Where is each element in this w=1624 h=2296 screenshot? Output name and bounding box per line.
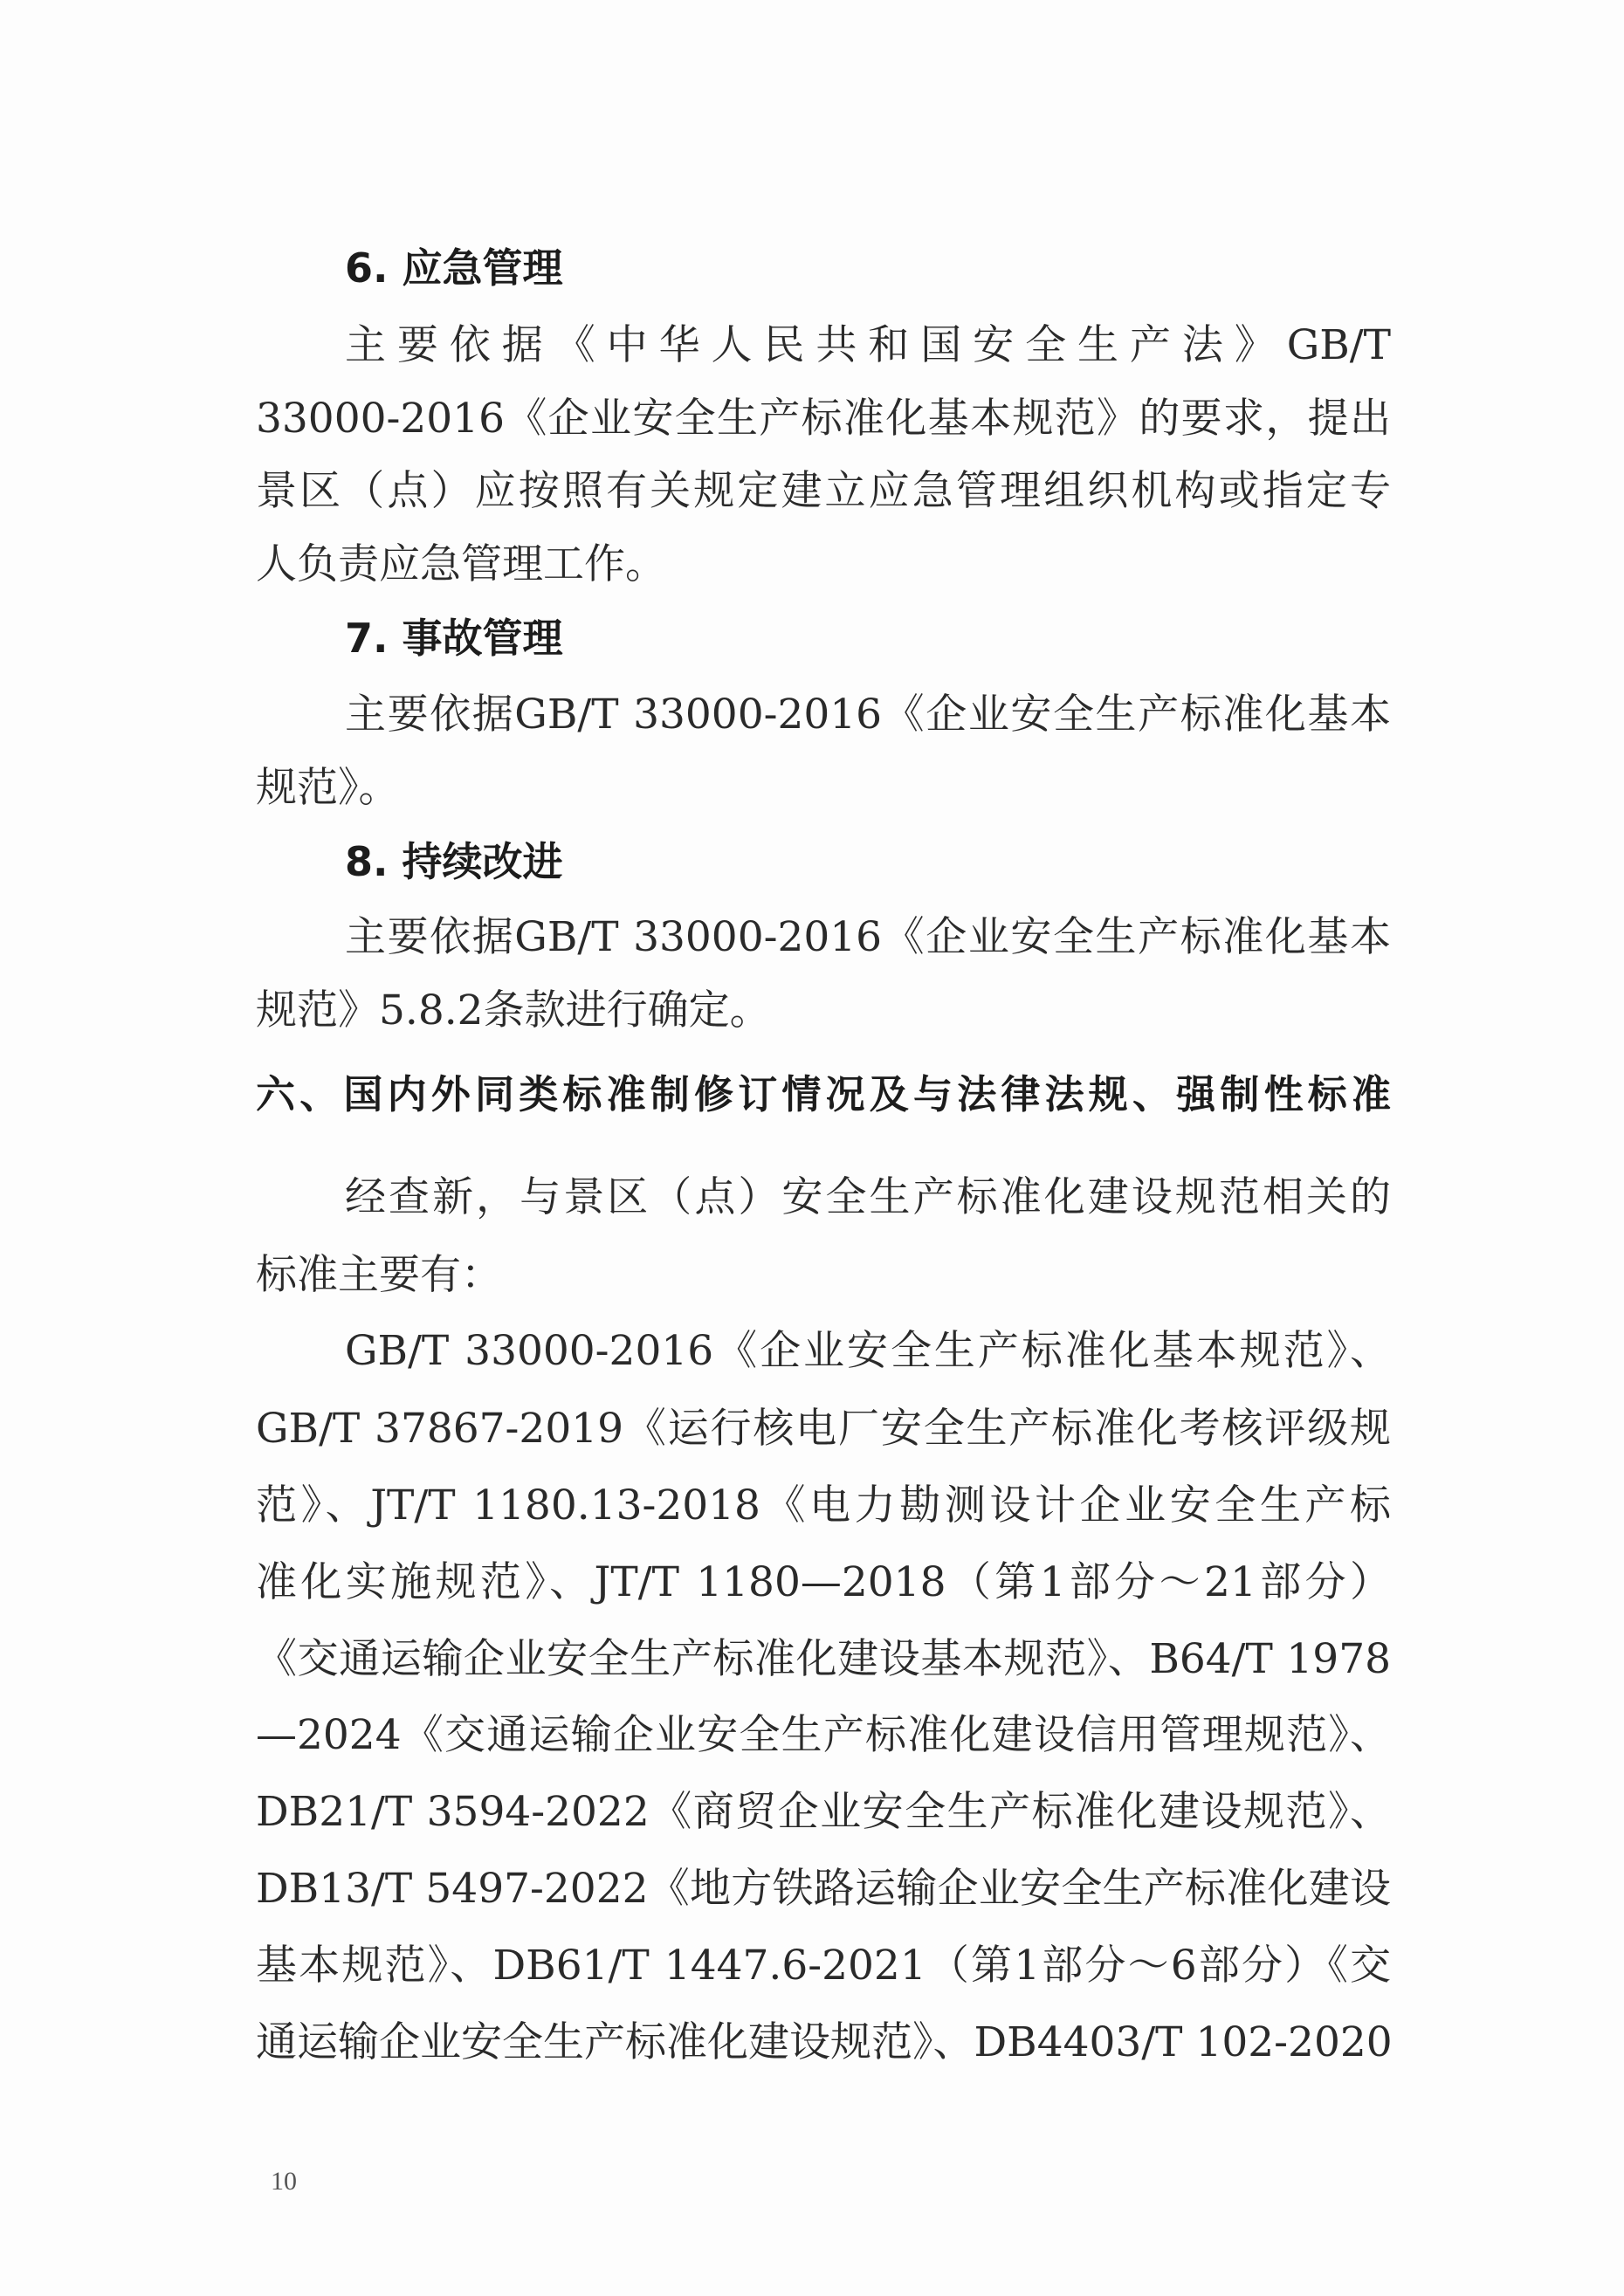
page-number: 10 (271, 2167, 297, 2196)
chapter-6-intro-line-2: 标准主要有： (256, 1251, 502, 1299)
standards-line-10: 通运输企业安全生产标准化建设规范》、DB4403/T 102-2020 (256, 2018, 1393, 2066)
section-7-line-2: 规范》。 (256, 764, 400, 812)
standards-line-9: 基本规范》、DB61/T 1447.6-2021（第1部分～6部分）《交 (256, 1942, 1391, 1990)
section-6-line-3: 景区（点）应按照有关规定建立应急管理组织机构或指定专 (256, 467, 1391, 515)
standards-line-8: DB13/T 5497-2022《地方铁路运输企业安全生产标准化建设 (256, 1865, 1391, 1913)
standards-line-1: GB/T 33000-2016《企业安全生产标准化基本规范》、 (345, 1327, 1391, 1375)
standards-line-4: 准化实施规范》、JT/T 1180—2018（第1部分～21部分） (256, 1558, 1391, 1606)
section-7-line-1: 主要依据GB/T 33000-2016《企业安全生产标准化基本 (345, 691, 1391, 739)
standards-line-2: GB/T 37867-2019《运行核电厂安全生产标准化考核评级规 (256, 1405, 1391, 1453)
chapter-6-intro-line-1: 经查新，与景区（点）安全生产标准化建设规范相关的 (345, 1173, 1391, 1221)
section-6-line-2: 33000-2016《企业安全生产标准化基本规范》的要求，提出 (256, 395, 1391, 443)
section-7-heading: 7. 事故管理 (345, 615, 563, 662)
standards-line-7: DB21/T 3594-2022《商贸企业安全生产标准化建设规范》、 (256, 1788, 1391, 1836)
standards-line-3: 范》、JT/T 1180.13-2018《电力勘测设计企业安全生产标 (256, 1481, 1391, 1530)
standards-line-6: —2024《交通运输企业安全生产标准化建设信用管理规范》、 (256, 1711, 1391, 1759)
section-8-line-2: 规范》5.8.2条款进行确定。 (256, 986, 771, 1035)
section-6-line-1: 主要依据《中华人民共和国安全生产法》GB/T (345, 321, 1391, 369)
section-8-line-1: 主要依据GB/T 33000-2016《企业安全生产标准化基本 (345, 913, 1391, 961)
section-6-line-4: 人负责应急管理工作。 (256, 540, 666, 588)
standards-line-5: 《交通运输企业安全生产标准化建设基本规范》、B64/T 1978 (256, 1635, 1391, 1683)
section-6-heading: 6. 应急管理 (345, 244, 563, 292)
chapter-6-heading: 六、国内外同类标准制修订情况及与法律法规、强制性标准 (256, 1071, 1391, 1117)
section-8-heading: 8. 持续改进 (345, 838, 563, 885)
